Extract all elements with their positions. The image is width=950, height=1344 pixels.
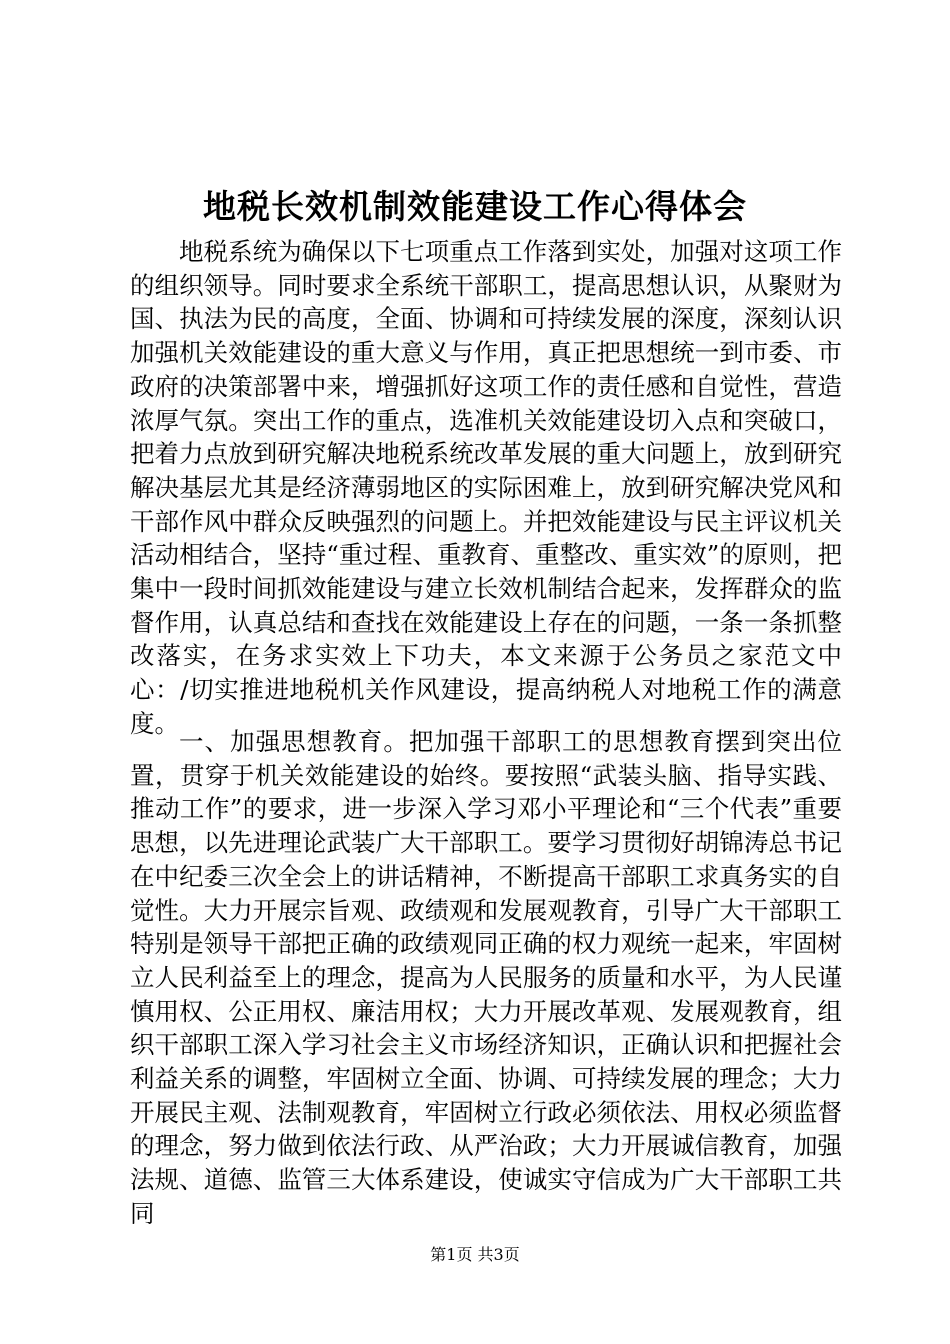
- document-title: 地税长效机制效能建设工作心得体会: [203, 187, 747, 226]
- body-paragraph-2: 一、加强思想教育。把加强干部职工的思想教育摆到突出位置，贯穿于机关效能建设的始终。要按照“武装头脑、指导实践、推动工作”的要求，进一步深入学习邓小平理论和“三个代表”重要思想，以先进理论武装广大干部职工。要学习贯彻好胡锦涛总书记在中纪委三次全会上的讲话精神，不断提高干部职工求真务实的自觉性。大力开展宗旨观、政绩观和发展观教育，引导广大干部职工特别是领导干部把正确的政绩观同正确的权力观统一起来，牢固树立人民利益至上的理念，提高为人民服务的质量和水平，为人民谨慎用权、公正用权、廉洁用权；大力开展改革观、发展观教育，组织干部职工深入学习社会主义市场经济知识，正确认识和把握社会利益关系的调整，牢固树立全面、协调、可持续发展的理念；大力开展民主观、法制观教育，牢固树立行政必须依法、用权必须监督的理念，努力做到依法行政、从严治政；大力开展诚信教育，加强法规、道德、监管三大体系建设，使诚实守信成为广大干部职工共同: [130, 727, 842, 1228]
- body-paragraph-1: 地税系统为确保以下七项重点工作落到实处，加强对这项工作的组织领导。同时要求全系统干部职工，提高思想认识，从聚财为国、执法为民的高度，全面、协调和可持续发展的深度，深刻认识加强机关效能建设的重大意义与作用，真正把思想统一到市委、市政府的决策部署中来，增强抓好这项工作的责任感和自觉性，营造浓厚气氛。突出工作的重点，选准机关效能建设切入点和突破口，把着力点放到研究解决地税系统改革发展的重大问题上，放到研究解决基层尤其是经济薄弱地区的实际困难上，放到研究解决党风和干部作风中群众反映强烈的问题上。并把效能建设与民主评议机关活动相结合，坚持“重过程、重教育、重整改、重实效”的原则，把集中一段时间抓效能建设与建立长效机制结合起来，发挥群众的监督作用，认真总结和查找在效能建设上存在的问题，一条一条抓整改落实，在务求实效上下功夫，本文来源于公务员之家范文中心：/切实推进地税机关作风建设，提高纳税人对地税工作的满意度。: [130, 237, 842, 738]
- page-footer: 第1页 共3页: [430, 1245, 520, 1264]
